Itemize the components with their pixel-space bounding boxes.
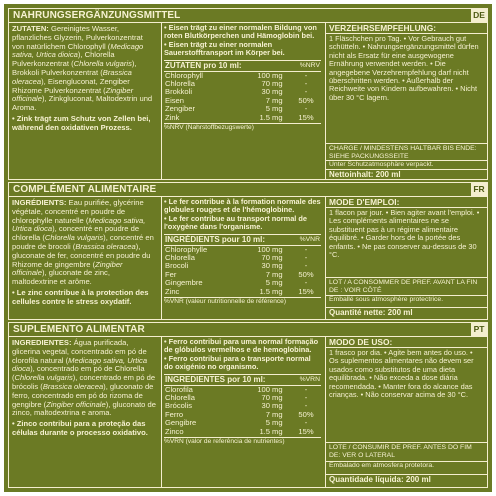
nutrient-name: Chlorella — [165, 393, 195, 403]
nutrition-table-header: ZUTATEN pro 10 ml: %NRV — [165, 60, 320, 70]
health-claim-zinc: • Zinco contribui para a proteção das células durante o processo oxidativo. — [12, 419, 148, 437]
nutrient-name: Brokkoli — [165, 87, 193, 97]
nutrient-amount: 1.5 — [259, 426, 270, 436]
nutrient-amount: 7 — [265, 269, 270, 279]
nutrition-column — [161, 197, 323, 320]
nutrient-amount: 30 — [261, 401, 270, 411]
nutrient-amount: 100 — [257, 244, 270, 254]
nutrient-percent: - — [304, 253, 308, 263]
nutrition-table — [164, 246, 321, 296]
nutrient-amount: 5 — [265, 278, 270, 288]
nutrient-percent: - — [304, 104, 308, 114]
usage-column — [325, 197, 487, 320]
language-code-badge: PT — [471, 323, 487, 336]
nutrient-percent: - — [304, 87, 308, 97]
nutrient-unit: mg — [272, 278, 283, 288]
usage-title: MODE D'EMPLOI: — [326, 197, 487, 208]
language-code-badge: DE — [471, 9, 487, 22]
section-header — [9, 323, 487, 337]
packaging-note: Emballé sous atmosphère protectrice. — [326, 295, 487, 304]
ingredients-column — [9, 337, 159, 488]
ingredients-text: INGRÉDIENTS: Eau purifiée, glycérine végétale, concentré en poudre de chlorophylle naturelle (Medicago sativa, Urtica dioca), concentré en poudre de chlorella (Chlorella vulgaris), concentré en poudre de brocoli (Brassica oleracea), gluconate de fer, concentré en poudre du Rhizome de gingembre (Zingiber officinale), gluconate de zinc, maltodextrine et arôme. — [12, 198, 154, 287]
usage-text: 1 flacon par jour. • Bien agiter avant l'emploi. • Les compléments alimentaires ne se substituent pas à un régime alimentaire équilibré. • Garder hors de la portée des enfants. • Ne pas conserver au-dessus de 30 °C. — [329, 208, 480, 260]
nutrient-unit: mg — [272, 95, 283, 105]
lot-info: LOTE / CONSUMIR DE PREF. ANTES DO FIM DE: VER O LATERAL — [326, 442, 487, 461]
health-claim-iron-2: • Le fer contribue au transport normal de l'oxygène dans l'organisme. — [164, 213, 308, 232]
nutrient-percent: - — [304, 418, 308, 428]
lot-info: LOT / A CONSOMMER DE PREF. AVANT LA FIN DE : VOIR CÔTÉ — [326, 277, 487, 296]
nutrient-amount: 70 — [261, 253, 270, 263]
nutrition-row — [164, 288, 321, 296]
nutrition-table-header: INGRÉDIENTS pour 10 ml: %VNR — [165, 234, 320, 244]
nutrient-name: Clorofila — [165, 384, 193, 394]
nutrient-percent: 15% — [298, 112, 314, 122]
nutrient-percent: - — [304, 70, 308, 80]
nutrient-amount: 100 — [257, 384, 270, 394]
health-claim-iron-1: • Eisen trägt zu einer normalen Bildung von roten Blutkörperchen und Hämoglobin bei. — [164, 23, 317, 41]
nutrient-unit: mg — [272, 87, 283, 97]
nutrient-unit: mg — [272, 70, 283, 80]
nutrient-amount: 7 — [265, 95, 270, 105]
section-title: COMPLÉMENT ALIMENTAIRE — [13, 184, 157, 195]
nutrition-table — [164, 72, 321, 122]
nutrient-name: Zinco — [165, 426, 184, 436]
section-de — [8, 8, 488, 180]
nutrient-percent: - — [304, 261, 308, 271]
section-pt — [8, 322, 488, 488]
packaging-note: Unter Schutzatmosphäre verpackt. — [326, 160, 487, 169]
section-header — [9, 183, 487, 197]
nrv-footnote: %VRN (valor de referência de nutrientes) — [164, 437, 321, 446]
nutrient-unit: mg — [272, 104, 283, 114]
health-claim-iron-2: • Ferro contribui para o transporte normal do oxigénio no organismo. — [164, 353, 311, 372]
nutrient-amount: 1.5 — [259, 112, 270, 122]
nutrient-name: Zinc — [165, 286, 180, 296]
nutrition-table — [164, 386, 321, 436]
nutrient-percent: 50% — [298, 269, 314, 279]
nrv-footnote: %NRV (Nahrstoffbezugswerte) — [164, 123, 321, 132]
supplement-label — [4, 4, 492, 492]
usage-column — [325, 337, 487, 488]
section-title: SUPLEMENTO ALIMENTAR — [13, 324, 145, 335]
nutrient-percent: - — [304, 278, 308, 288]
nutrient-percent: - — [304, 79, 308, 89]
packaging-note: Embalado em atmosfera protetora. — [326, 461, 487, 470]
section-title: NAHRUNGSERGÄNZUNGSMITTEL — [13, 10, 181, 21]
nutrient-name: Gengibre — [165, 418, 197, 428]
nutrient-unit: mg — [272, 286, 283, 296]
nutrient-name: Chlorella — [165, 253, 195, 263]
nutrient-name: Chlorophyll — [165, 70, 203, 80]
ingredients-column — [9, 197, 159, 320]
usage-text: 1 frasco por dia. • Agite bem antes do uso. • Os suplementos alimentares não devem ser usados como substitutos de uma dieta equilibrada. • Não exceda a dose diária recomendada. • Manter fora do alcance das crianças. • Não conservar acima de 30 °C. — [329, 348, 474, 400]
nutrient-amount: 70 — [261, 79, 270, 89]
lot-info: CHARGE / MINDESTENS HALTBAR BIS ENDE: SIEHE PACKUNGSSEITE — [326, 143, 487, 162]
nutrition-column — [161, 23, 323, 180]
nutrient-unit: mg — [272, 112, 283, 122]
health-claim-iron-1: • Le fer contribue à la formation normale des globules rouges et de l'hémoglobine. — [164, 197, 321, 215]
ingredients-column — [9, 23, 159, 180]
nutrition-row — [164, 114, 321, 122]
nutrient-amount: 30 — [261, 87, 270, 97]
ingredients-text: ZUTATEN: Gereinigtes Wasser, pflanzliches Glyzerin, Pulverkonzentrat von natürlichem Chlorophyll (Medicago sativa, Urtica dioica), Chlorella Pulverkonzentrat (Chlorella vulgaris), Brokkoli Pulverkonzentrat (Brassica oleracea), Eisengluconat, Zengiber Rhizome Pulverkonzentrat (Zingiber officinale), Zinkgluconat, Maltodextrin und Aroma. — [12, 24, 153, 113]
nutrient-unit: mg — [272, 244, 283, 254]
nutrient-percent: - — [304, 401, 308, 411]
nutrient-percent: 50% — [298, 409, 314, 419]
nutrient-unit: mg — [272, 384, 283, 394]
nutrient-name: Brócolis — [165, 401, 193, 411]
nutrient-name: Fer — [165, 269, 177, 279]
net-quantity: Quantidade líquida: 200 ml — [326, 474, 487, 485]
nutrient-unit: mg — [272, 79, 283, 89]
nutrient-name: Zengiber — [165, 104, 195, 114]
nutrient-name: Gingembre — [165, 278, 203, 288]
nutrient-name: Ferro — [165, 409, 184, 419]
nutrient-unit: mg — [272, 261, 283, 271]
nutrient-percent: 15% — [298, 426, 314, 436]
nutrient-percent: 15% — [298, 286, 314, 296]
health-claim-iron-1: • Ferro contribui para uma normal formação de glóbulos vermelhos e de hemoglobina. — [164, 337, 319, 355]
nutrient-name: Chlorella — [165, 79, 195, 89]
nutrient-unit: mg — [272, 426, 283, 436]
nutrient-amount: 100 — [257, 70, 270, 80]
health-claim-zinc: • Zink trägt zum Schutz von Zellen bei, während den oxidativen Prozess. — [12, 113, 151, 132]
nutrient-unit: mg — [272, 393, 283, 403]
usage-title: MODO DE USO: — [326, 337, 487, 348]
nutrient-percent: 50% — [298, 95, 314, 105]
nutrient-unit: mg — [272, 253, 283, 263]
nutrient-unit: mg — [272, 409, 283, 419]
net-quantity: Nettoinhalt: 200 ml — [326, 169, 487, 180]
nutrient-amount: 7 — [265, 409, 270, 419]
nutrient-name: Brocoli — [165, 261, 189, 271]
health-claim-iron-2: • Eisen trägt zu einer normalen Sauerstofftransport im Körper bei. — [164, 39, 285, 58]
nutrition-column — [161, 337, 323, 488]
nutrient-percent: - — [304, 244, 308, 254]
health-claim-zinc: • Le zinc contribue à la protection des cellules contre le stress oxydatif. — [12, 287, 149, 306]
section-fr — [8, 182, 488, 320]
nutrient-unit: mg — [272, 401, 283, 411]
nutrient-unit: mg — [272, 269, 283, 279]
nutrition-row — [164, 428, 321, 436]
nutrient-amount: 70 — [261, 393, 270, 403]
nutrient-unit: mg — [272, 418, 283, 428]
nutrient-name: Eisen — [165, 95, 184, 105]
nutrient-amount: 5 — [265, 104, 270, 114]
nutrient-name: Zink — [165, 112, 180, 122]
nutrient-amount: 1.5 — [259, 286, 270, 296]
section-header — [9, 9, 487, 23]
nutrient-name: Chlorophylle — [165, 244, 208, 254]
nutrition-table-header: INGREDIENTES por 10 ml: %VRN — [165, 374, 320, 384]
nutrient-amount: 5 — [265, 418, 270, 428]
usage-text: 1 Fläschchen pro Tag. • Vor Gebrauch gut schütteln. • Nahrungsergänzungsmittel dürfen nicht als Ersatz für eine ausgewogene Ernährung verwendet werden. • Die angegebene Verzehrempfehlung darf nicht überschritten werden. • Außerhalb der Reichweite von Kindern aufbewahren. • Nicht über 30 °C lagern. — [329, 34, 479, 102]
language-code-badge: FR — [471, 183, 487, 196]
nrv-footnote: %VNR (valeur nutritionnelle de référence) — [164, 297, 321, 306]
usage-title: VERZEHRSEMPFEHLUNG: — [326, 23, 487, 34]
nutrient-amount: 30 — [261, 261, 270, 271]
ingredients-text: INGREDIENTES: Água purificada, glicerina vegetal, concentrado em pó de clorofila natural (Medicago sativa, Urtica dioca), concentrado em pó de Chlorella (Chlorella vulgaris), concentrado em pó de brócolis (Brassica oleracea), gluconato de ferro, concentrado em pó do rizoma de gengibre (Zingiber officinale), gluconato de zinco, maltodextrina e aroma. — [12, 338, 156, 418]
net-quantity: Quantité nette: 200 ml — [326, 307, 487, 318]
usage-column — [325, 23, 487, 180]
nutrient-percent: - — [304, 393, 308, 403]
nutrient-percent: - — [304, 384, 308, 394]
